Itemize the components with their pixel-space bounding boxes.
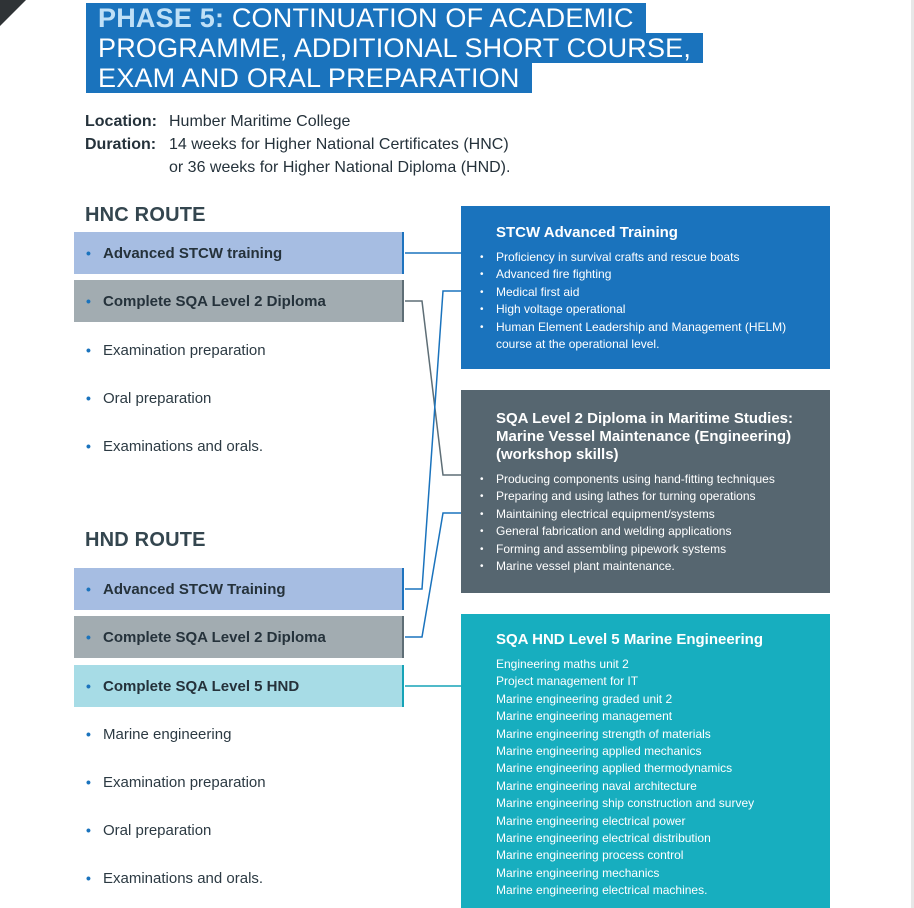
hnc-item-label: Oral preparation bbox=[103, 389, 212, 407]
list-item: • Forming and assembling pipework systems bbox=[496, 541, 816, 558]
hnd-item-label: Examination preparation bbox=[103, 773, 266, 791]
hnd5-box-list bbox=[496, 656, 816, 900]
bullet-icon: • bbox=[86, 774, 91, 790]
duration-label: Duration: bbox=[85, 136, 157, 153]
hnc-item-label: Examinations and orals. bbox=[103, 437, 264, 455]
list-item: • General fabrication and welding applications bbox=[496, 523, 816, 540]
hnc-item bbox=[86, 340, 266, 360]
hnd-bar-sqa2 bbox=[74, 616, 404, 658]
stcw-box-heading: STCW Advanced Training bbox=[496, 224, 678, 241]
hnd5-box-heading: SQA HND Level 5 Marine Engineering bbox=[496, 631, 764, 648]
stcw-box-list bbox=[496, 249, 816, 353]
hnc-item bbox=[86, 388, 211, 408]
hnd-item bbox=[86, 724, 231, 744]
bullet-icon: • bbox=[86, 293, 91, 309]
list-item: • Human Element Leadership and Management (HELM) course at the operational level. bbox=[496, 319, 816, 354]
list-item: • Proficiency in survival crafts and rescue boats bbox=[496, 249, 816, 266]
bullet-icon: • bbox=[86, 870, 91, 886]
list-item: • Advanced fire fighting bbox=[496, 266, 816, 283]
list-item: Marine engineering electrical distribution bbox=[496, 831, 711, 846]
hnc-bar-sqa2 bbox=[74, 280, 404, 322]
list-item: Marine engineering strength of materials bbox=[496, 726, 711, 741]
title-line-2: PROGRAMME, ADDITIONAL SHORT COURSE, bbox=[86, 33, 703, 63]
connector-hnd-stcw bbox=[405, 291, 461, 589]
list-item: Marine engineering process control bbox=[496, 848, 684, 863]
bullet-icon: • bbox=[86, 390, 91, 406]
list-item: Marine engineering naval architecture bbox=[496, 778, 697, 793]
hnc-item bbox=[86, 436, 263, 456]
bullet-icon: • bbox=[86, 726, 91, 742]
list-item: • Marine vessel plant maintenance. bbox=[496, 558, 816, 575]
hnd-item-label: Oral preparation bbox=[103, 821, 212, 839]
title-phase-label: PHASE 5: bbox=[98, 3, 225, 33]
bullet-icon: • bbox=[86, 581, 91, 597]
hnc-bar-stcw-label: Advanced STCW training bbox=[103, 244, 283, 262]
sqa2-box-heading: SQA Level 2 Diploma in Maritime Studies: Marine Vessel Maintenance (Engineering) (workshop skills) bbox=[496, 410, 794, 463]
bullet-icon: • bbox=[86, 822, 91, 838]
duration-line-1: 14 weeks for Higher National Certificates (HNC) bbox=[169, 136, 509, 153]
bullet-icon: • bbox=[86, 629, 91, 645]
location-value: Humber Maritime College bbox=[169, 113, 351, 130]
list-item: Marine engineering applied mechanics bbox=[496, 744, 702, 759]
list-item: Marine engineering ship construction and survey bbox=[496, 796, 755, 811]
list-item: Engineering maths unit 2 bbox=[496, 657, 629, 671]
list-item: • Preparing and using lathes for turning operations bbox=[496, 488, 816, 505]
hnd-bar-sqa2-label: Complete SQA Level 2 Diploma bbox=[103, 628, 326, 646]
sqa-hnd-level5-box bbox=[461, 614, 830, 908]
bullet-icon: • bbox=[86, 678, 91, 694]
hnd-bar-level5 bbox=[74, 665, 404, 707]
stcw-advanced-box bbox=[461, 206, 830, 369]
connector-hnd-sqa2 bbox=[405, 513, 461, 637]
list-item: Marine engineering electrical machines. bbox=[496, 883, 708, 898]
hnd-item bbox=[86, 820, 211, 840]
hnd-item-label: Marine engineering bbox=[103, 725, 232, 743]
list-item: Marine engineering management bbox=[496, 709, 673, 724]
list-item: Marine engineering applied thermodynamics bbox=[496, 761, 733, 776]
bullet-icon: • bbox=[86, 438, 91, 454]
title-line-1-text: CONTINUATION OF ACADEMIC bbox=[231, 3, 634, 33]
hnd-bar-stcw-label: Advanced STCW Training bbox=[103, 580, 286, 598]
sqa2-box-list bbox=[496, 471, 816, 575]
list-item: Marine engineering graded unit 2 bbox=[496, 691, 673, 706]
hnd-route-heading: HND ROUTE bbox=[85, 529, 206, 551]
hnd-item-label: Examinations and orals. bbox=[103, 869, 264, 887]
title-line-3: EXAM AND ORAL PREPARATION bbox=[86, 63, 532, 93]
hnd-item bbox=[86, 868, 263, 888]
list-item: • Producing components using hand-fitting techniques bbox=[496, 471, 816, 488]
list-item: • Maintaining electrical equipment/systems bbox=[496, 506, 816, 523]
hnd-item bbox=[86, 772, 266, 792]
sqa-level2-box bbox=[461, 390, 830, 593]
list-item: • Medical first aid bbox=[496, 284, 816, 301]
duration-line-2: or 36 weeks for Higher National Diploma (HND). bbox=[169, 159, 511, 176]
location-label: Location: bbox=[85, 113, 157, 130]
list-item: Project management for IT bbox=[496, 674, 639, 689]
hnc-item-label: Examination preparation bbox=[103, 341, 266, 359]
connector-hnc-sqa2 bbox=[405, 301, 461, 475]
list-item: Marine engineering mechanics bbox=[496, 865, 660, 880]
bullet-icon: • bbox=[86, 245, 91, 261]
hnd-bar-stcw bbox=[74, 568, 404, 610]
list-item: • High voltage operational bbox=[496, 301, 816, 318]
bullet-icon: • bbox=[86, 342, 91, 358]
hnc-route-heading: HNC ROUTE bbox=[85, 204, 206, 226]
hnd-bar-level5-label: Complete SQA Level 5 HND bbox=[103, 677, 300, 695]
hnc-bar-stcw bbox=[74, 232, 404, 274]
hnc-bar-sqa2-label: Complete SQA Level 2 Diploma bbox=[103, 292, 326, 310]
list-item: Marine engineering electrical power bbox=[496, 813, 686, 828]
